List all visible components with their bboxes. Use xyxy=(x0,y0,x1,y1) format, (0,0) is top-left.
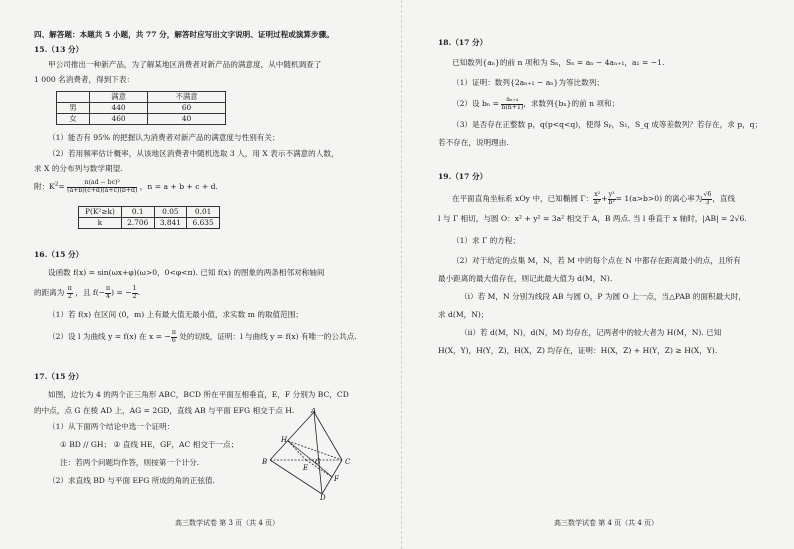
figure-label-g: G xyxy=(315,458,321,466)
q15-number: 15.（13 分） xyxy=(34,45,84,54)
q16-part2 xyxy=(48,330,357,344)
frac-num: 1 xyxy=(132,285,137,292)
figure-label-e: E xyxy=(303,464,309,472)
table-cell: k xyxy=(79,218,122,229)
table-cell: 2.706 xyxy=(121,218,154,229)
frac-num: √6 xyxy=(703,191,712,198)
frac-num: aₙ₊₄ xyxy=(501,97,523,105)
table-row xyxy=(57,114,226,125)
q18-part3-line2: 若不存在，说明理由. xyxy=(438,138,509,147)
q16-line2-c: ) = − xyxy=(111,288,132,297)
figure-label-f: F xyxy=(334,475,339,483)
q18-part3: （3）是否存在正整数 p，q(p<q<q)，使得 Sₚ，S₁，S_q 成等差数列？若存在，求 p，q； xyxy=(452,120,763,129)
frac-den: n(n+1) xyxy=(501,103,524,111)
q15-formula xyxy=(34,180,218,194)
formula-denominator: (a+b)(c+d)(a+c)(b+d) xyxy=(67,186,138,194)
q16-line2-a: 的距离为 xyxy=(34,288,65,297)
formula-sup: 2 xyxy=(54,181,59,188)
table-header-row xyxy=(57,92,226,103)
formula-fraction xyxy=(67,180,137,194)
q19-part2-i-line2: 求 d(M，N)； xyxy=(438,310,489,319)
q17-line2: 的中点，点 G 在棱 AD 上，AG = 2GD，直线 AB 与平面 EFG 相交于点 H. xyxy=(34,406,295,415)
fraction xyxy=(702,192,712,206)
q18-part2-a: （2）设 bₙ = xyxy=(452,99,499,108)
q18-part2-b: ，求数列{bₙ}的前 n 项和； xyxy=(523,99,620,108)
table-cell: 0.01 xyxy=(187,207,220,218)
footer-page-4: 高三数学试卷 第 4 页（共 4 页） xyxy=(554,519,659,527)
table-cell xyxy=(57,92,90,103)
q19-part2-ii-line2: H(X，Y)，H(Y，Z)，H(X，Z) 均存在，证明：H(X，Z) + H(Y，Z) ≥ H(X，Y). xyxy=(438,346,718,355)
frac-num: π xyxy=(106,285,111,292)
q17-options: ① BD // GH； ② 直线 HE，GF，AC 相交于一点； xyxy=(60,440,239,449)
frac-num: π xyxy=(171,329,176,336)
table-cell: 0.1 xyxy=(121,207,154,218)
table-cell: 女 xyxy=(57,114,90,125)
frac-num: y² xyxy=(608,191,615,198)
q17-number: 17.（15 分） xyxy=(34,372,84,381)
q16-line2-d: . xyxy=(137,288,141,297)
q16-line2-b: ，且 f(− xyxy=(75,288,106,297)
q19-part2-i-line1: （i）若 M，N 分别为线段 AB 与圆 O，P 为圆 O 上一点，当△PAB 的面积最大时， xyxy=(460,292,746,301)
table-cell: 男 xyxy=(57,103,90,114)
q19-part2-line2: 最小距离的最大值存在，则记此最大值为 d(M，N). xyxy=(438,274,613,283)
q19-line1 xyxy=(452,192,735,206)
table-cell: 460 xyxy=(90,114,148,125)
q18-line1: 已知数列{aₙ}的前 n 项和为 Sₙ，Sₙ = aₙ − 4aₙ₊₁，a₁ = −1. xyxy=(452,58,665,67)
table-cell: 3.841 xyxy=(154,218,187,229)
q15-part2-line2: 求 X 的分布列与数学期望. xyxy=(34,164,123,173)
formula-prefix: 附：K xyxy=(34,182,55,191)
table-cell: 不满意 xyxy=(148,92,226,103)
table-row xyxy=(79,218,220,229)
frac-den: 2 xyxy=(132,292,137,300)
footer-page-3: 高三数学试卷 第 3 页（共 4 页） xyxy=(175,519,280,527)
plus-sign: + xyxy=(601,194,608,203)
table-cell: 60 xyxy=(148,103,226,114)
q16-part2-a: （2）设 l 为曲线 y = f(x) 在 x = − xyxy=(48,332,171,341)
frac-den: 4 xyxy=(106,292,111,300)
q19-line1-b: = 1(a>b>0) 的离心率为 xyxy=(615,194,703,203)
frac-num: x² xyxy=(594,191,601,198)
figure-label-a: A xyxy=(311,408,317,415)
q15-critical-value-table xyxy=(78,206,220,229)
fraction xyxy=(67,286,73,300)
q17-part2: （2）求直线 BD 与平面 EFG 所成的角的正弦值. xyxy=(48,476,215,485)
table-cell: 满意 xyxy=(90,92,148,103)
table-cell: P(K²≥k) xyxy=(79,207,122,218)
table-cell: 440 xyxy=(90,103,148,114)
figure-label-h: H xyxy=(281,436,288,444)
q15-intro-line2: 1 000 名消费者，得到下表： xyxy=(34,75,135,84)
section-header: 四、解答题：本题共 5 小题，共 77 分，解答时应写出文字说明、证明过程或演算步骤。 xyxy=(34,30,334,39)
frac-num: π xyxy=(67,285,72,292)
q15-part2-line1: （2）若用频率估计概率，从该地区消费者中随机选取 3 人，用 X 表示不满意的人数， xyxy=(48,149,339,158)
q15-survey-table xyxy=(56,91,226,125)
q18-part1: （1）证明：数列{2aₙ₊₁ − aₙ}为等比数列； xyxy=(452,78,604,87)
table-cell: 6.635 xyxy=(187,218,220,229)
q19-line1-c: ，直线 xyxy=(712,194,736,203)
q16-number: 16.（15 分） xyxy=(34,250,84,259)
q16-part1: （1）若 f(x) 在区间 (0，m) 上有最大值无最小值，求实数 m 的取值范围； xyxy=(48,310,303,319)
q19-part1: （1）求 Γ 的方程； xyxy=(452,236,521,245)
q17-line1: 如图，边长为 4 的两个正三角形 ABC，BCD 所在平面互相垂直，E，F 分别为 BC，CD xyxy=(48,390,349,399)
table-cell: 40 xyxy=(148,114,226,125)
q19-number: 19.（17 分） xyxy=(438,172,488,181)
q19-part2-line1: （2）对于给定的点集 M，N，若 M 中的每个点在 N 中都存在距离最小的点，且所有 xyxy=(452,256,741,265)
figure-label-c: C xyxy=(345,458,351,466)
q19-line2: l 与 Γ 相切，与圆 O：x² + y² = 3a² 相交于 A，B 两点. 当 l 垂直于 x 轴时，|AB| = 2√6. xyxy=(438,214,747,223)
q15-intro-line1: 甲公司推出一种新产品，为了解某地区消费者对新产品的满意度，从中随机调查了 xyxy=(48,60,322,69)
q18-number: 18.（17 分） xyxy=(438,38,488,47)
q18-part2 xyxy=(452,97,619,111)
q15-part1: （1）能否有 95% 的把握认为消费者对新产品的满意度与性别有关； xyxy=(48,133,280,142)
fraction xyxy=(608,192,616,206)
q16-part2-b: 处的切线，证明：l 与曲线 y = f(x) 有唯一的公共点. xyxy=(176,332,357,341)
figure-label-b: B xyxy=(262,458,268,466)
frac-den: 3 xyxy=(705,198,710,206)
table-cell: 0.05 xyxy=(154,207,187,218)
q16-line2 xyxy=(34,286,140,300)
figure-label-d: D xyxy=(320,494,326,500)
formula-eq: = xyxy=(58,182,65,191)
page-divider xyxy=(401,0,402,549)
q19-part2-ii-line1: （ii）若 d(M，N)，d(N，M) 均存在，记两者中的较大者为 H(M，N). 已知 xyxy=(460,328,722,337)
q17-note: 注：若两个问题均作答，则按第一个计分. xyxy=(60,458,200,467)
table-row xyxy=(79,207,220,218)
q16-line1: 设函数 f(x) = sin(ωx+φ)(ω>0，0<φ<π). 已知 f(x) 的图象的两条相邻对称轴间 xyxy=(48,268,325,277)
q17-tetrahedron-figure xyxy=(258,408,358,500)
frac-den: a² xyxy=(594,198,601,206)
formula-tail: ，n = a + b + c + d. xyxy=(139,182,218,191)
fraction xyxy=(501,97,523,111)
q17-part1: （1）从下面两个结论中选一个证明： xyxy=(48,422,175,431)
fraction xyxy=(593,192,601,206)
table-row xyxy=(57,103,226,114)
formula-numerator: n(ad − bc)² xyxy=(67,180,137,188)
frac-den: 6 xyxy=(171,336,176,344)
frac-den: 2 xyxy=(67,292,72,300)
frac-den: b² xyxy=(608,198,615,206)
q19-line1-a: 在平面直角坐标系 xOy 中，已知椭圆 Γ： xyxy=(452,194,594,203)
